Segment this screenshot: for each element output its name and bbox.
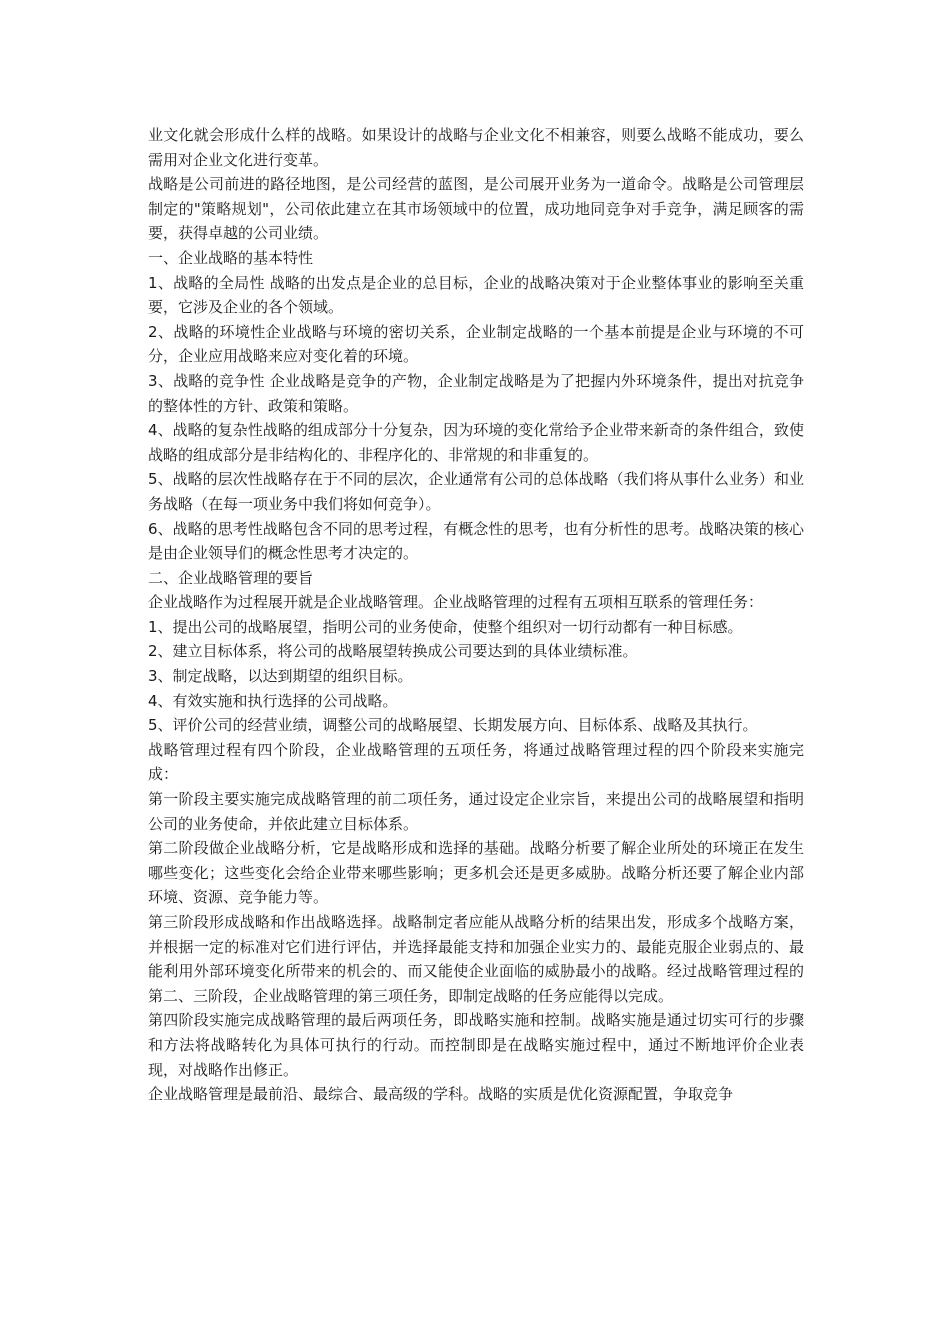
paragraph-conclusion: 企业战略管理是最前沿、最综合、最高级的学科。战略的实质是优化资源配置，争取竞争 — [148, 1085, 734, 1104]
list-item-competition: 3、战略的竞争性 企业战略是竞争的产物，企业制定战略是为了把握内外环境条件，提出对抗竞争的整体性的方针、政策和策略。 — [148, 371, 804, 415]
paragraph-stage-3: 第三阶段形成战略和作出战略选择。战略制定者应能从战略分析的结果出发，形成多个战略方案，并根据一定的标准对它们进行评估，并选择最能支持和加强企业实力的、最能克服企业弱点的、最能利用外部环境变化所带来的机会的、而又能使企业面临的威胁最小的战略。经过战略管理过程的第二、三阶段，企业战略管理的第三项任务，即制定战略的任务应能得以完成。 — [148, 913, 804, 1005]
list-item-globality: 1、战略的全局性 战略的出发点是企业的总目标，企业的战略决策对于企业整体事业的影响至关重要，它涉及企业的各个领域。 — [148, 273, 804, 317]
paragraph-stage-2: 第二阶段做企业战略分析，它是战略形成和选择的基础。战略分析要了解企业所处的环境正在发生哪些变化；这些变化会给企业带来哪些影响；更多机会还是更多威胁。战略分析还要了解企业内部环境、资源、竞争能力等。 — [148, 839, 804, 907]
section-heading-characteristics: 一、企业战略的基本特性 — [148, 248, 314, 267]
list-item-task-5: 5、评价公司的经营业绩，调整公司的战略展望、长期发展方向、目标体系、战略及其执行。 — [148, 716, 758, 735]
paragraph-strategy-definition: 战略是公司前进的路径地图，是公司经营的蓝图，是公司展开业务为一道命令。战略是公司管理层制定的"策略规划"，公司依此建立在其市场领域中的位置，成功地同竞争对手竞争，满足顾客的需要，获得卓越的公司业绩。 — [148, 175, 804, 243]
list-item-task-1: 1、提出公司的战略展望，指明公司的业务使命，使整个组织对一切行动都有一种目标感。 — [148, 617, 743, 636]
paragraph-culture-intro: 业文化就会形成什么样的战略。如果设计的战略与企业文化不相兼容，则要么战略不能成功，要么需用对企业文化进行变革。 — [148, 126, 804, 169]
section-heading-management: 二、企业战略管理的要旨 — [148, 568, 314, 587]
paragraph-stage-4: 第四阶段实施完成战略管理的最后两项任务，即战略实施和控制。战略实施是通过切实可行的步骤和方法将战略转化为具体可执行的行动。而控制即是在战略实施过程中，通过不断地评价企业表现，对战略作出修正。 — [148, 1011, 804, 1079]
list-item-task-2: 2、建立目标体系，将公司的战略展望转换成公司要达到的具体业绩标准。 — [148, 642, 638, 661]
list-item-task-3: 3、制定战略，以达到期望的组织目标。 — [148, 667, 413, 686]
list-item-complexity: 4、战略的复杂性战略的组成部分十分复杂，因为环境的变化常给予企业带来新奇的条件组合，致使战略的组成部分是非结构化的、非程序化的、非常规的和非重复的。 — [148, 421, 804, 464]
list-item-task-4: 4、有效实施和执行选择的公司战略。 — [148, 691, 398, 710]
list-item-hierarchy: 5、战略的层次性战略存在于不同的层次，企业通常有公司的总体战略（我们将从事什么业务）和业务战略（在每一项业务中我们将如何竞争）。 — [148, 470, 804, 513]
list-item-environment: 2、战略的环境性企业战略与环境的密切关系，企业制定战略的一个基本前提是企业与环境的不可分，企业应用战略来应对变化着的环境。 — [148, 322, 804, 366]
list-item-thinking: 6、战略的思考性战略包含不同的思考过程，有概念性的思考，也有分析性的思考。战略决策的核心是由企业领导们的概念性思考才决定的。 — [148, 519, 804, 563]
paragraph-stage-1: 第一阶段主要实施完成战略管理的前二项任务，通过设定企业宗旨，来提出公司的战略展望和指明公司的业务使命，并依此建立目标体系。 — [148, 790, 804, 833]
document-body — [148, 123, 804, 1107]
paragraph-four-stages: 战略管理过程有四个阶段，企业战略管理的五项任务，将通过战略管理过程的四个阶段来实施完成： — [148, 740, 804, 784]
paragraph-management-tasks: 企业战略作为过程展开就是企业战略管理。企业战略管理的过程有五项相互联系的管理任务： — [148, 593, 764, 612]
